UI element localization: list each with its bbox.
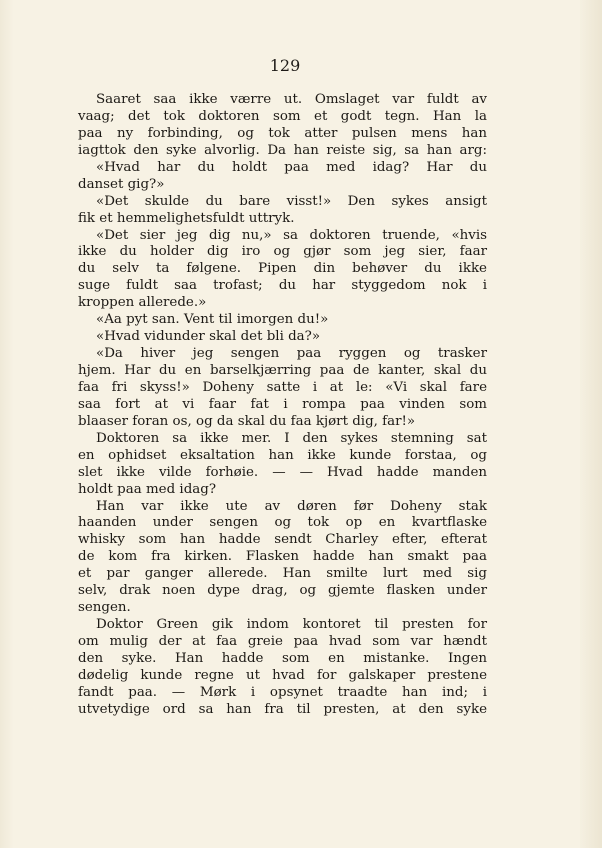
text-line: et par ganger allerede. Han smilte lurt med sig [78,566,487,582]
page-number: 129 [269,56,301,75]
text-line: faa fri skyss!» Doheny satte i at le: «Vi skal fare [78,379,487,395]
text-line: paa ny forbinding, og tok atter pulsen mens han [78,125,487,141]
text-line: om mulig der at faa greie paa hvad som var hændt [78,634,487,649]
text-line: suge fuldt saa trofast; du har styggedom nok i [78,278,487,294]
text-line: holdt paa med idag? [78,481,217,497]
text-line: Doktoren sa ikke mer. I den sykes stemning sat [96,430,487,446]
text-line: Han var ikke ute av døren før Doheny stak [96,498,487,514]
text-line: utvetydige ord sa han fra til presten, at den syke [78,701,487,717]
text-line: hjem. Har du en barselkjærring paa de kanter, skal du [78,363,487,378]
text-line: «Det sier jeg dig nu,» sa doktoren truende, «hvis [96,227,487,243]
text-line: ikke du holder dig iro og gjør som jeg sier, faar [78,244,487,260]
text-line: iagttok den syke alvorlig. Da han reiste sig, sa han arg: [78,142,487,158]
text-line: saa fort at vi faar fat i rompa paa vinden som [78,396,487,412]
body-text [78,92,487,719]
page-edge-right [580,0,602,848]
text-line: selv, drak noen dype drag, og gjemte flasken under [78,583,487,599]
text-line: sengen. [78,600,131,616]
text-line: du selv ta følgene. Pipen din behøver du ikke [78,261,487,277]
text-line: den syke. Han hadde som en mistanke. Ingen [78,650,487,666]
text-line: whisky som han hadde sendt Charley efter, efterat [78,532,487,548]
text-line: haanden under sengen og tok op en kvartflaske [78,515,487,531]
text-line: fandt paa. — Mørk i opsynet traadte han ind; i [78,684,487,700]
text-line: «Aa pyt san. Vent til imorgen du!» [96,312,329,328]
text-line: dødelig kunde regne ut hvad for galskaper prestene [78,667,487,683]
text-line: danset gig?» [78,176,165,192]
text-line: kroppen allerede.» [78,295,207,311]
text-line: slet ikke vilde forhøie. — — Hvad hadde manden [78,464,487,480]
text-line: «Hvad har du holdt paa med idag? Har du [96,159,487,175]
page-edge-left [0,0,14,848]
text-line: Saaret saa ikke værre ut. Omslaget var fuldt av [96,92,487,107]
text-line: de kom fra kirken. Flasken hadde han smakt paa [78,549,487,565]
text-line: «Det skulde du bare visst!» Den sykes ansigt [96,193,487,209]
text-line: «Hvad vidunder skal det bli da?» [96,329,321,345]
text-line: en ophidset eksaltation han ikke kunde forstaa, og [78,447,487,463]
text-line: Doktor Green gik indom kontoret til presten for [96,617,487,633]
text-line: «Da hiver jeg sengen paa ryggen og trasker [96,346,487,362]
text-line: vaag; det tok doktoren som et godt tegn. Han la [78,108,487,124]
text-line: fik et hemmelighetsfuldt uttryk. [78,210,295,226]
text-line: blaaser foran os, og da skal du faa kjørt dig, far!» [78,413,416,429]
